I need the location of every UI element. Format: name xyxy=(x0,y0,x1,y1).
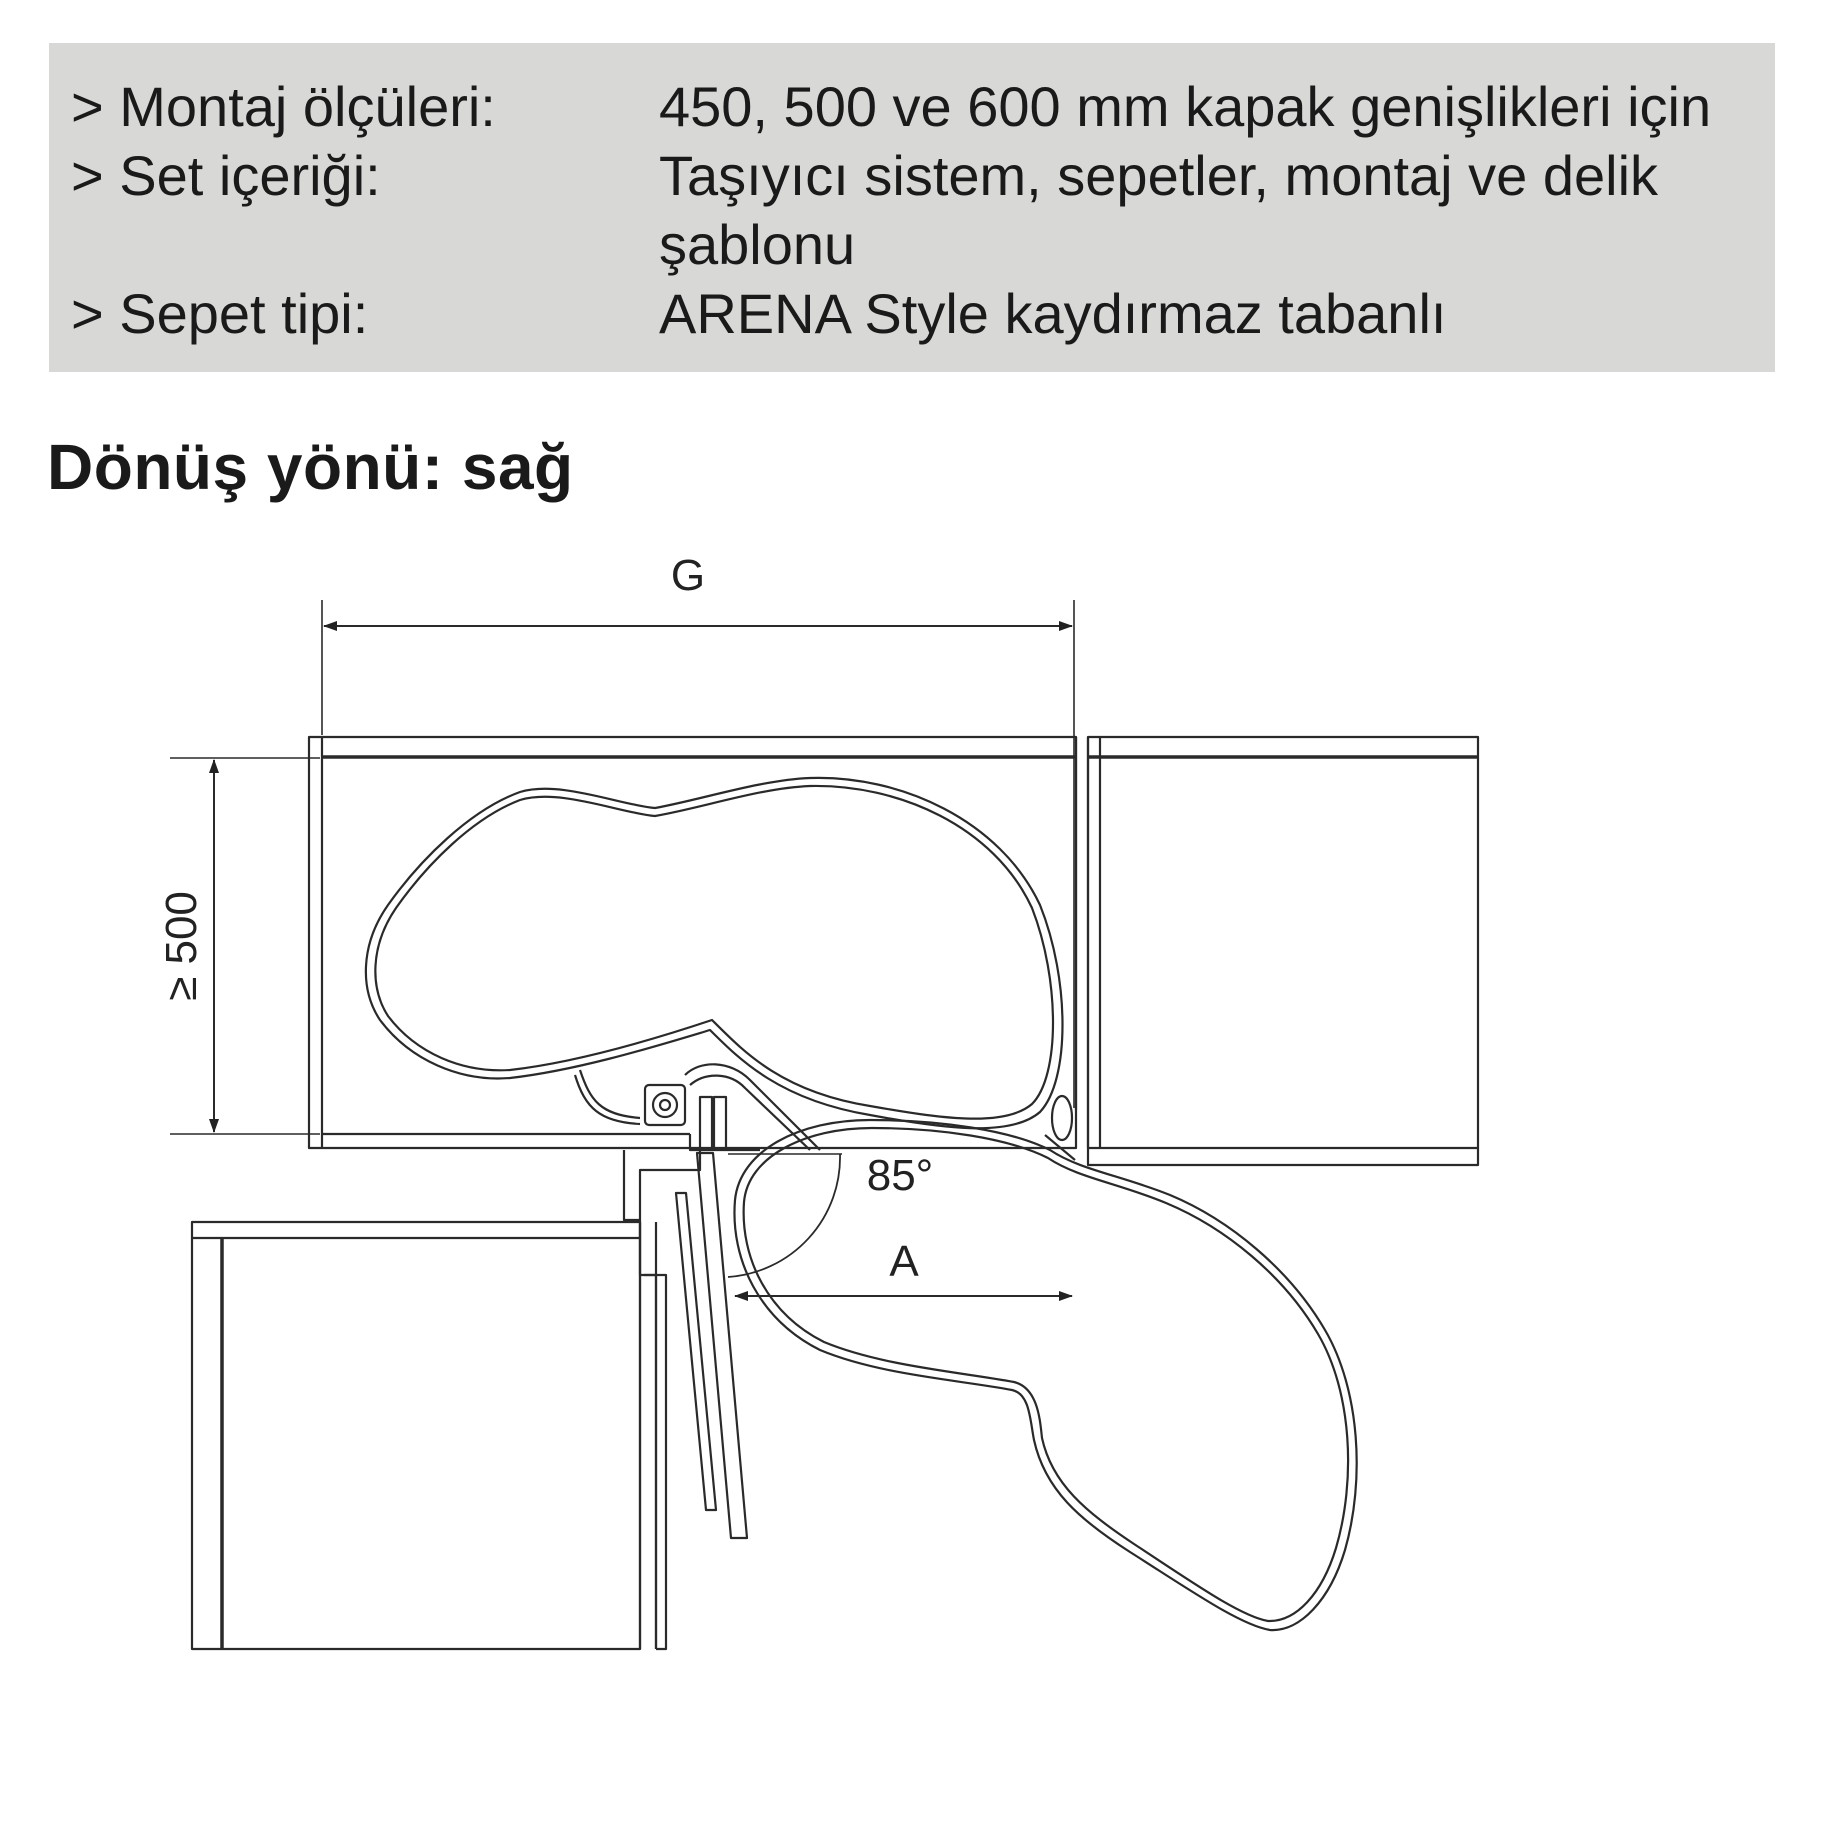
hinge-mechanism xyxy=(575,1064,1075,1160)
spec-value: Taşıyıcı sistem, sepetler, montaj ve delik şablonu xyxy=(659,144,1659,276)
dimension-g xyxy=(322,600,1074,1108)
lower-basket xyxy=(734,1120,1356,1630)
spec-key: > Set içeriği: xyxy=(71,144,381,207)
swung-door xyxy=(676,1097,747,1538)
dimension-a-label: A xyxy=(889,1237,919,1286)
spec-key: > Sepet tipi: xyxy=(71,282,369,345)
door-frame xyxy=(624,1134,760,1649)
lower-left-cabinet xyxy=(192,1222,656,1649)
rotation-direction-heading: Dönüş yönü: sağ xyxy=(47,431,574,503)
spec-value: ARENA Style kaydırmaz tabanlı xyxy=(659,282,1447,345)
spec-value: 450, 500 ve 600 mm kapak genişlikleri için xyxy=(659,75,1712,138)
spec-key: > Montaj ölçüleri: xyxy=(71,75,496,138)
dimension-depth-label: ≥ 500 xyxy=(157,891,206,1001)
angle-label: 85° xyxy=(866,1151,934,1200)
upper-right-cabinet xyxy=(1088,737,1478,1165)
dimension-g-label: G xyxy=(670,551,706,600)
